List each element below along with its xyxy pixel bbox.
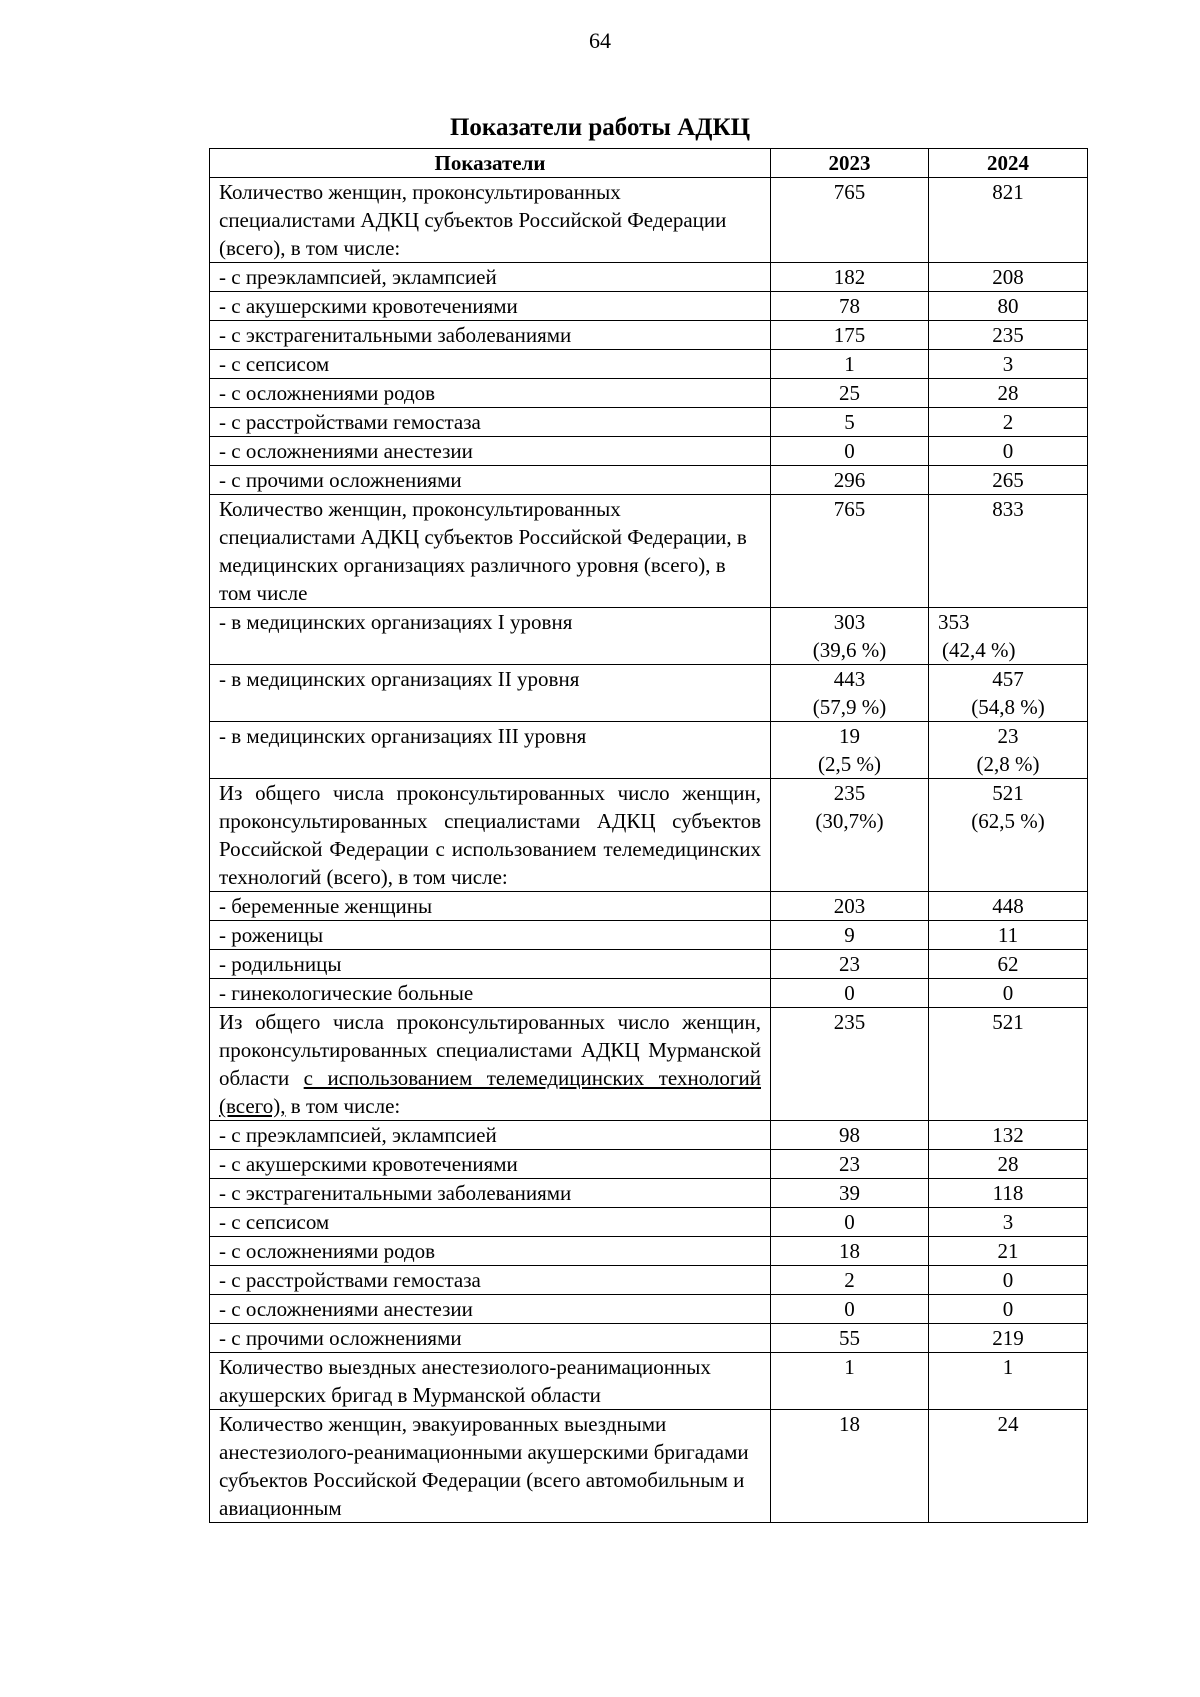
value-count: 235	[833, 781, 866, 805]
row-label: - в медицинских организациях II уровня	[210, 665, 771, 722]
value-2023: 765	[771, 178, 929, 263]
table-row	[210, 665, 1088, 722]
value-2023: 23	[771, 950, 929, 979]
value-percent: (39,6 %)	[812, 638, 887, 662]
value-2023	[771, 779, 929, 892]
value-2024	[929, 779, 1088, 892]
table-row	[210, 779, 1088, 892]
row-label: - с прочими осложнениями	[210, 466, 771, 495]
value-count: 353	[938, 610, 970, 634]
value-2024: 21	[929, 1237, 1088, 1266]
row-label: - с осложнениями анестезии	[210, 437, 771, 466]
header-indicators: Показатели	[210, 149, 771, 178]
row-label: - беременные женщины	[210, 892, 771, 921]
table-row	[210, 1179, 1088, 1208]
value-2024: 0	[929, 1295, 1088, 1324]
value-count: 443	[833, 667, 866, 691]
value-2023: 296	[771, 466, 929, 495]
row-label: Количество выездных анестезиолого-реанимационных акушерских бригад в Мурманской области	[210, 1353, 771, 1410]
value-2023: 39	[771, 1179, 929, 1208]
document-title: Показатели работы АДКЦ	[449, 114, 751, 141]
table-row	[210, 437, 1088, 466]
value-2023: 1	[771, 1353, 929, 1410]
value-2024: 28	[929, 379, 1088, 408]
table-row	[210, 292, 1088, 321]
table-row	[210, 1410, 1088, 1523]
row-label: - гинекологические больные	[210, 979, 771, 1008]
value-2024: 11	[929, 921, 1088, 950]
value-2024: 80	[929, 292, 1088, 321]
table-row	[210, 495, 1088, 608]
value-2024	[929, 665, 1088, 722]
row-label-text: в том числе:	[285, 1094, 401, 1118]
table-row	[210, 722, 1088, 779]
row-label: - с сепсисом	[210, 350, 771, 379]
row-label: - с расстройствами гемостаза	[210, 408, 771, 437]
value-percent: (2,5 %)	[818, 752, 881, 776]
value-count: 23	[997, 724, 1019, 748]
value-2023: 18	[771, 1237, 929, 1266]
row-label: - в медицинских организациях III уровня	[210, 722, 771, 779]
value-2023: 2	[771, 1266, 929, 1295]
value-2024: 208	[929, 263, 1088, 292]
row-label: - с сепсисом	[210, 1208, 771, 1237]
value-percent: (57,9 %)	[812, 695, 887, 719]
value-2023: 1	[771, 350, 929, 379]
row-label: - с экстрагенитальными заболеваниями	[210, 1179, 771, 1208]
row-label: - с осложнениями родов	[210, 1237, 771, 1266]
value-2024: 1	[929, 1353, 1088, 1410]
value-2023: 0	[771, 1208, 929, 1237]
header-year-2023: 2023	[771, 149, 929, 178]
table-row	[210, 408, 1088, 437]
table-header-row	[210, 149, 1088, 178]
table-row	[210, 263, 1088, 292]
value-count: 521	[992, 781, 1024, 805]
value-2023: 98	[771, 1121, 929, 1150]
value-count: 457	[992, 667, 1024, 691]
row-label: - с экстрагенитальными заболеваниями	[210, 321, 771, 350]
table-row	[210, 350, 1088, 379]
row-label	[210, 1008, 771, 1121]
value-2023	[771, 608, 929, 665]
row-label: - в медицинских организациях I уровня	[210, 608, 771, 665]
row-label: - с осложнениями анестезии	[210, 1295, 771, 1324]
value-2024: 118	[929, 1179, 1088, 1208]
value-2023: 765	[771, 495, 929, 608]
table-row	[210, 178, 1088, 263]
value-2024: 62	[929, 950, 1088, 979]
value-2024: 521	[929, 1008, 1088, 1121]
value-2024: 28	[929, 1150, 1088, 1179]
row-label: Количество женщин, проконсультированных специалистами АДКЦ субъектов Российской Федерации (всего), в том числе:	[210, 178, 771, 263]
table-row	[210, 1295, 1088, 1324]
row-label: Количество женщин, проконсультированных специалистами АДКЦ субъектов Российской Федерации, в медицинских организациях различного уровня (всего), в том числе	[210, 495, 771, 608]
value-2024: 265	[929, 466, 1088, 495]
row-label: - с прочими осложнениями	[210, 1324, 771, 1353]
row-label: - с акушерскими кровотечениями	[210, 1150, 771, 1179]
value-percent: (42,4 %)	[942, 638, 1016, 662]
row-label: - с преэклампсией, эклампсией	[210, 263, 771, 292]
table-row	[210, 921, 1088, 950]
value-2024: 0	[929, 437, 1088, 466]
value-2024: 3	[929, 350, 1088, 379]
table-row	[210, 466, 1088, 495]
value-2024: 3	[929, 1208, 1088, 1237]
row-label: Из общего числа проконсультированных число женщин, проконсультированных специалистами АДКЦ субъектов Российской Федерации с использованием телемедицинских технологий (всего), в том числе:	[210, 779, 771, 892]
value-2023: 9	[771, 921, 929, 950]
value-2023: 5	[771, 408, 929, 437]
value-2024: 219	[929, 1324, 1088, 1353]
value-percent: (62,5 %)	[971, 809, 1045, 833]
value-2023	[771, 722, 929, 779]
value-2023: 23	[771, 1150, 929, 1179]
value-2024: 833	[929, 495, 1088, 608]
row-label-underlined: с использованием телемедицинских технологий (всего),	[219, 1066, 761, 1118]
value-2023: 203	[771, 892, 929, 921]
value-2024: 24	[929, 1410, 1088, 1523]
value-percent: (2,8 %)	[976, 752, 1040, 776]
table-row	[210, 1237, 1088, 1266]
table-row	[210, 321, 1088, 350]
value-2023: 0	[771, 1295, 929, 1324]
value-2024: 448	[929, 892, 1088, 921]
value-percent: (30,7%)	[815, 809, 884, 833]
value-2023: 0	[771, 437, 929, 466]
table-row	[210, 608, 1088, 665]
header-year-2024: 2024	[929, 149, 1088, 178]
value-2023	[771, 665, 929, 722]
value-2024	[929, 608, 1088, 665]
row-label: - с расстройствами гемостаза	[210, 1266, 771, 1295]
table-row	[210, 892, 1088, 921]
row-label: - с преэклампсией, эклампсией	[210, 1121, 771, 1150]
table-row	[210, 379, 1088, 408]
value-2024	[929, 722, 1088, 779]
value-2023: 55	[771, 1324, 929, 1353]
value-2023: 182	[771, 263, 929, 292]
table-row	[210, 1150, 1088, 1179]
table-row	[210, 1121, 1088, 1150]
table-row	[210, 950, 1088, 979]
row-label: - родильницы	[210, 950, 771, 979]
value-2024: 2	[929, 408, 1088, 437]
row-label: - с акушерскими кровотечениями	[210, 292, 771, 321]
value-2024: 132	[929, 1121, 1088, 1150]
row-label: Количество женщин, эвакуированных выездными анестезиолого-реанимационными акушерскими бригадами субъектов Российской Федерации (всего автомобильным и авиационным	[210, 1410, 771, 1523]
value-2023: 78	[771, 292, 929, 321]
row-label: - с осложнениями родов	[210, 379, 771, 408]
value-2023: 175	[771, 321, 929, 350]
value-2024: 821	[929, 178, 1088, 263]
table-row	[210, 1208, 1088, 1237]
value-2024: 235	[929, 321, 1088, 350]
row-label-text: Из общего числа проконсультированных число женщин, проконсультированных специалистами АДКЦ Мурманской области	[219, 1010, 761, 1090]
table-row	[210, 1008, 1088, 1121]
value-2023: 25	[771, 379, 929, 408]
value-2023: 0	[771, 979, 929, 1008]
page-number: 64	[589, 28, 611, 53]
table-row	[210, 1353, 1088, 1410]
value-count: 303	[833, 610, 866, 634]
value-count: 19	[839, 724, 860, 748]
value-percent: (54,8 %)	[971, 695, 1045, 719]
row-label: - роженицы	[210, 921, 771, 950]
value-2023: 18	[771, 1410, 929, 1523]
value-2024: 0	[929, 1266, 1088, 1295]
value-2023: 235	[771, 1008, 929, 1121]
indicators-table	[209, 148, 1088, 1523]
value-2024: 0	[929, 979, 1088, 1008]
table-row	[210, 1266, 1088, 1295]
table-row	[210, 979, 1088, 1008]
table-row	[210, 1324, 1088, 1353]
